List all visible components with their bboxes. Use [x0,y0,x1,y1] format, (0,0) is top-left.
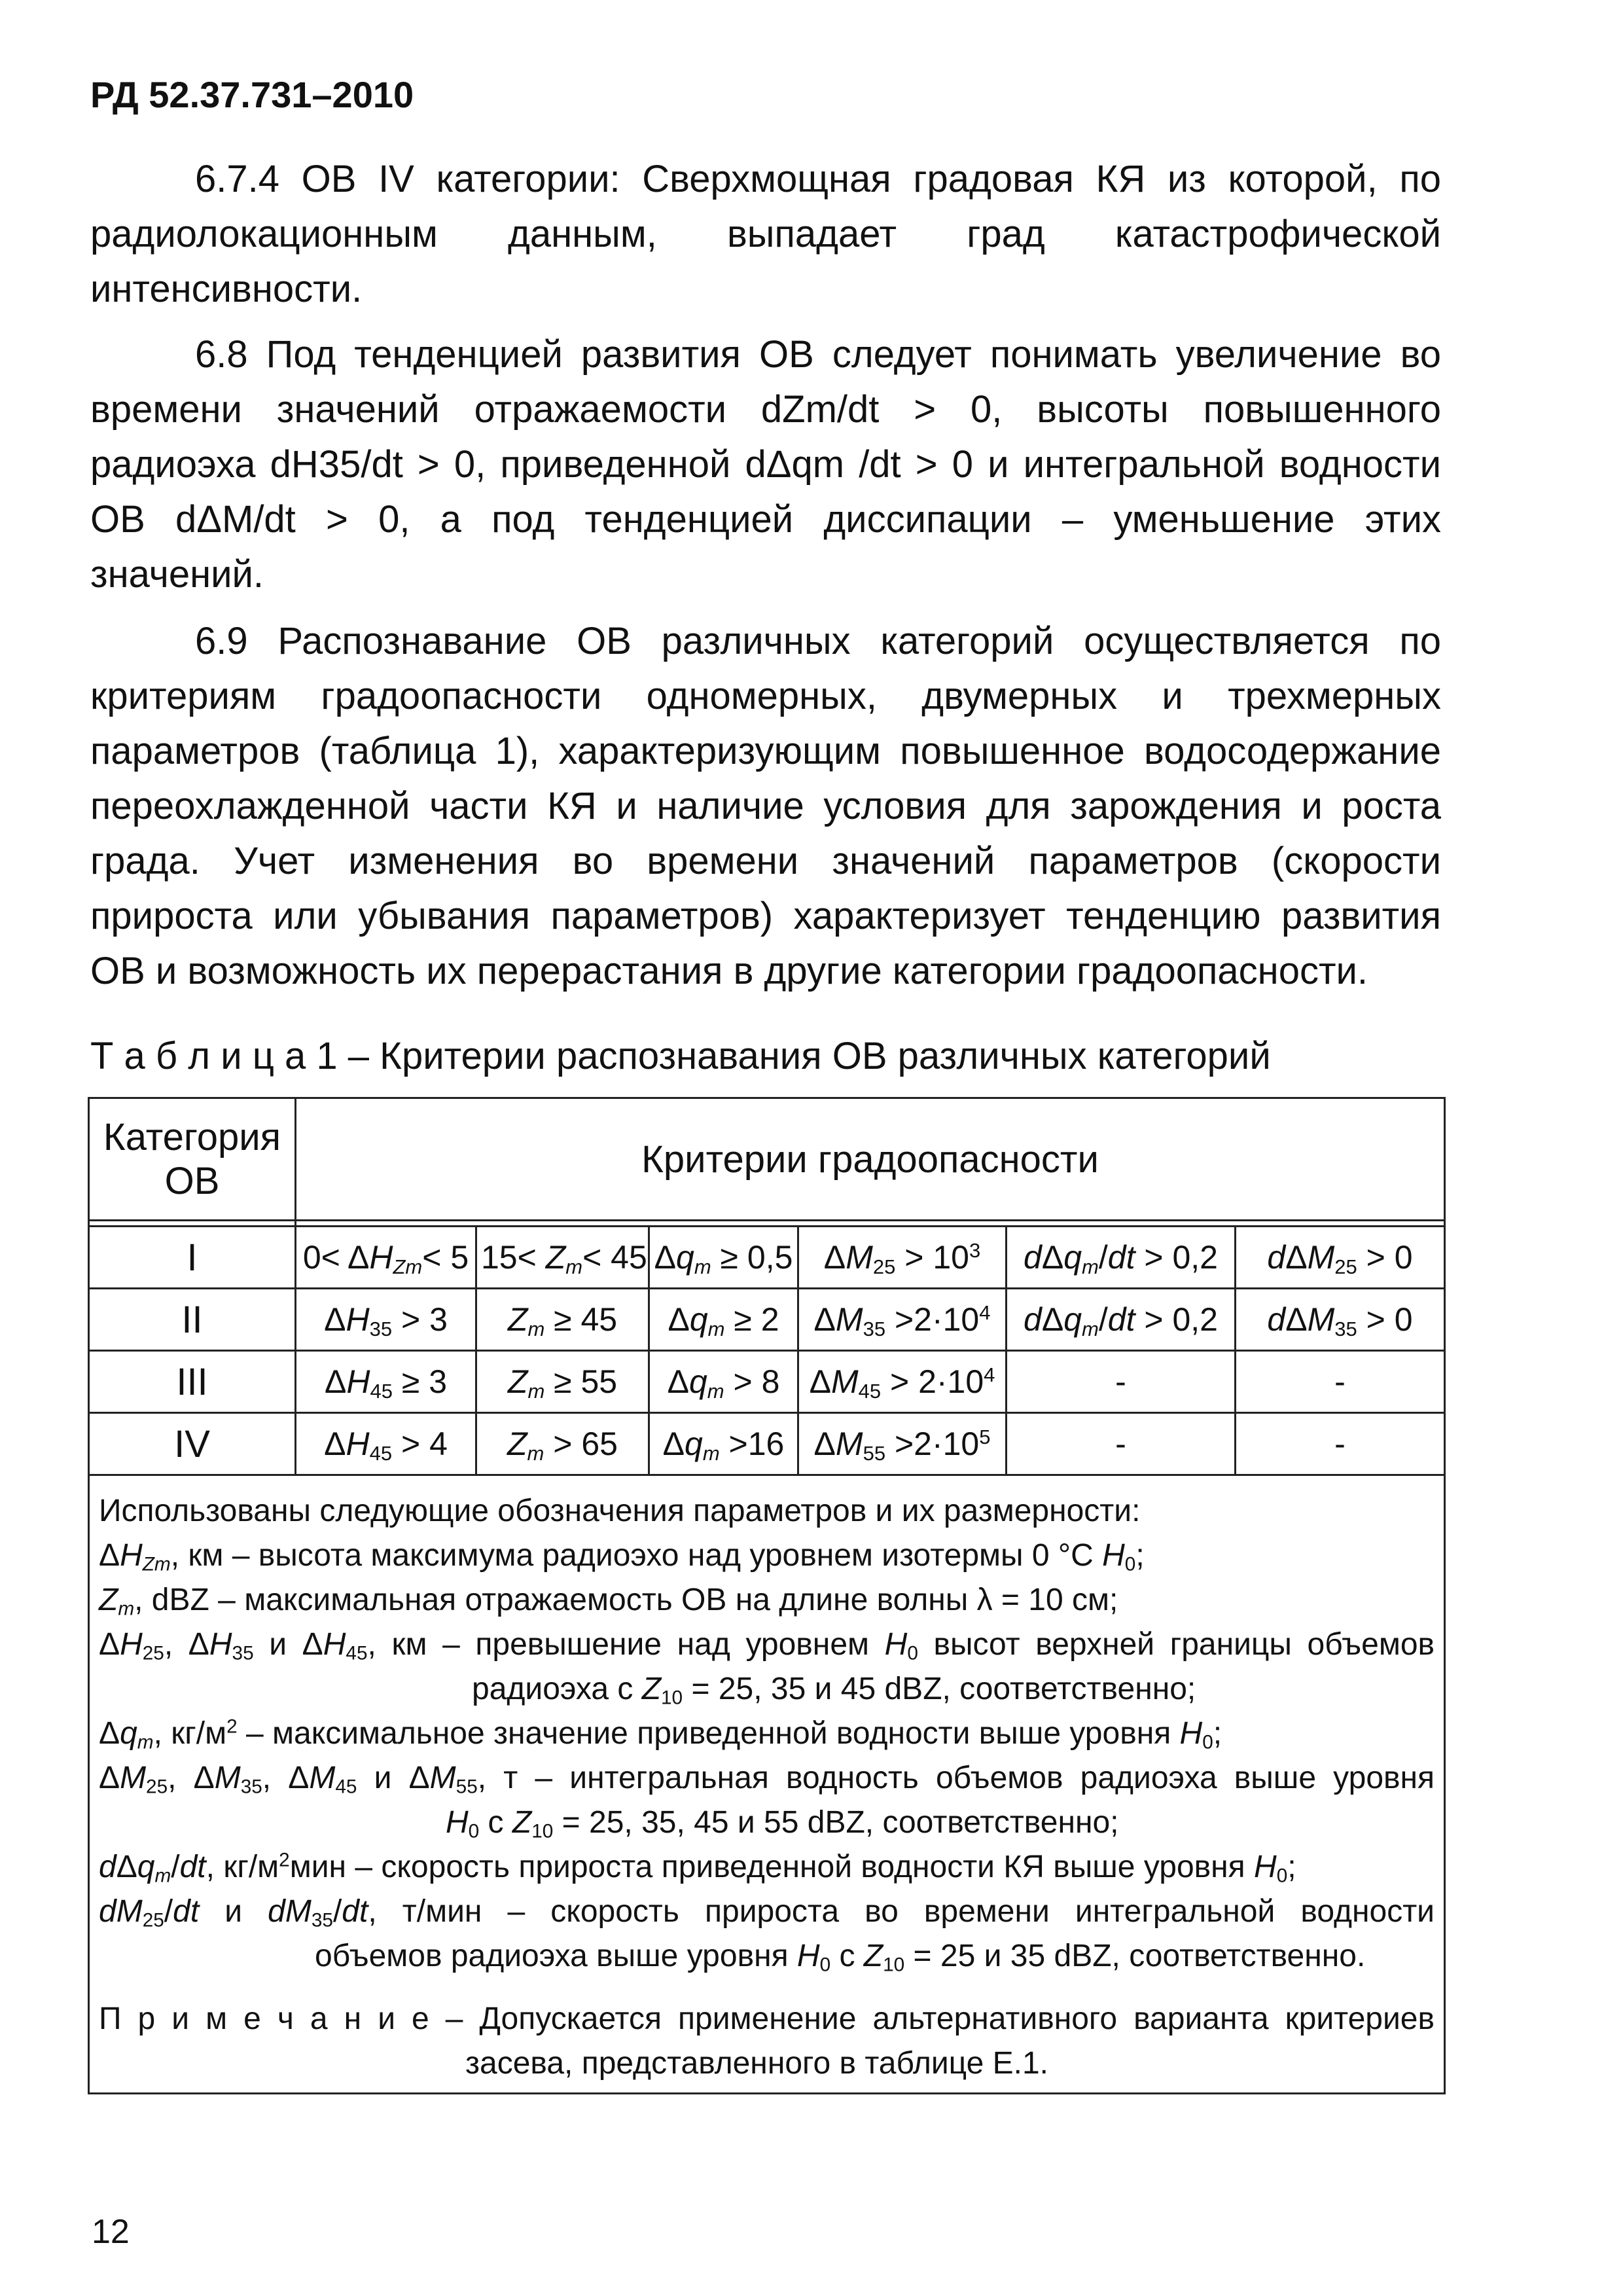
note-primechanie: П р и м е ч а н и е – Допускается применение альтернативного варианта критериев [99,2001,1435,2036]
paragraph-line: значений. [90,553,264,596]
note-primechanie-cont: засева, представленного в таблице Е.1. [465,2046,1048,2081]
criterion-cell: $\Delta H_{45} > 4$ [296,1413,476,1475]
header-category: Категория ОВ [89,1098,296,1221]
paragraph-line: прироста или убывания параметров) характеризует тенденцию развития [90,895,1441,937]
category-cell: I [89,1227,296,1289]
table-row [89,1413,1445,1475]
note-line: объемов радиоэха выше уровня $H_0$ с $Z_{10} = 25$ и 35 dBZ, соответственно. [315,1939,1366,1976]
paragraph-line: 6.7.4 ОВ IV категории: Сверхмощная градовая КЯ из которой, по [195,158,1441,200]
category-cell: III [89,1351,296,1413]
criterion-cell: dΔM$_{25}$ > 0 [1236,1227,1445,1289]
criterion-cell: $\Delta M_{55} >2\cdot 10^5$ [798,1413,1007,1475]
criterion-cell: $\Delta H_{45} \ge 3$ [296,1351,476,1413]
paragraph-line: радиоэха dH35/dt > 0, приведенной dΔqm /dt > 0 и интегральной водности [90,443,1441,486]
note-line: $\Delta q_m$, $кг/м^2$ – максимальное значение приведенной водности выше уровня $H_0$; [99,1715,1222,1753]
category-cell: II [89,1289,296,1351]
paragraph-line: времени значений отражаемости dZm/dt > 0, высоты повышенного [90,388,1441,431]
criterion-cell: $\Delta q_m > 8$ [649,1351,798,1413]
paragraph-line: ОВ и возможность их перерастания в другие категории градоопасности. [90,950,1368,992]
criterion-cell: - [1236,1413,1445,1475]
note-line: $\Delta H_{Zm}$, км – высота максимума радиоэхо над уровнем изотермы 0 °С $H_0$; [99,1538,1145,1575]
paragraph-line: ОВ dΔM/dt > 0, а под тенденцией диссипации – уменьшение этих [90,498,1441,541]
table-row [89,1351,1445,1413]
criterion-cell: $\Delta M_{25} > 10^3$ [798,1227,1007,1289]
header-criteria: Критерии градоопасности [296,1098,1445,1221]
notes-cell [89,1475,1445,2094]
criterion-cell: $\Delta M_{45} > 2\cdot 10^4$ [798,1351,1007,1413]
criterion-cell: $\Delta M_{35} >2\cdot 10^4$ [798,1289,1007,1351]
criteria-table [88,1097,1446,2094]
criterion-cell: - [1007,1351,1236,1413]
criterion-cell: dΔq$_m$/dt > 0,2 [1007,1227,1236,1289]
paragraph-line: града. Учет изменения во времени значений параметров (скорости [90,840,1441,882]
criterion-cell: $Z_m > 65$ [476,1413,649,1475]
criterion-cell: - [1236,1351,1445,1413]
criterion-cell: - [1007,1413,1236,1475]
paragraph-line: радиолокационным данным, выпадает град катастрофической [90,213,1441,255]
criterion-cell: $0< \Delta H_{Zm}< 5$ [296,1227,476,1289]
note-line: $H_0$ с $Z_{10} = 25$, 35, 45 и 55 dBZ, соответственно; [446,1805,1119,1842]
note-line: dΔq$_m$/dt, $кг/м^2мин$ – скорость прироста приведенной водности КЯ выше уровня $H_0$; [99,1849,1296,1887]
notes-intro: Использованы следующие обозначения параметров и их размерности: [99,1494,1141,1528]
paragraph-line: 6.8 Под тенденцией развития ОВ следует понимать увеличение во [195,333,1441,376]
note-line: радиоэха с $Z_{10} = 25$, 35 и 45 dBZ, соответственно; [472,1672,1196,1709]
criterion-cell: $15< Z_m< 45$ [476,1227,649,1289]
paragraph-line: параметров (таблица 1), характеризующим повышенное водосодержание [90,730,1441,772]
criterion-cell: $Z_m \ge 45$ [476,1289,649,1351]
criterion-cell: dΔq$_m$/dt > 0,2 [1007,1289,1236,1351]
category-cell: IV [89,1413,296,1475]
document-code: РД 52.37.731–2010 [90,74,414,115]
criterion-cell: $\Delta q_m \ge 0,5$ [649,1227,798,1289]
table-row [89,1289,1445,1351]
note-line: $Z_m$, dBZ – максимальная отражаемость ОВ на длине волны λ = 10 см; [99,1583,1118,1620]
criterion-cell: $Z_m \ge 55$ [476,1351,649,1413]
paragraph-6-8 [90,327,1441,602]
paragraph-line: критериям градоопасности одномерных, двумерных и трехмерных [90,675,1441,717]
criterion-cell: dΔM$_{35}$ > 0 [1236,1289,1445,1351]
table-row [89,1227,1445,1289]
paragraph-line: переохлажденной части КЯ и наличие условия для зарождения и роста [90,785,1441,827]
note-line: $dM_{25}/dt$ и $dM_{35}/dt$, т/мин – скорость прироста во времени интегральной водности [99,1894,1435,1931]
paragraph-6-9 [90,614,1441,999]
table-caption: Т а б л и ц а 1 – Критерии распознавания ОВ различных категорий [90,1035,1271,1077]
page-number: 12 [92,2213,130,2251]
note-line: $\Delta M_{25}$, $\Delta M_{35}$, $\Delta M_{45}$ и $\Delta M_{55}$, т – интегральная водность объемов радиоэха выше уровня [99,1761,1435,1798]
criterion-cell: $\Delta H_{35} > 3$ [296,1289,476,1351]
paragraph-line: интенсивности. [90,268,363,310]
paragraph-6-7-4 [90,152,1441,317]
paragraph-line: 6.9 Распознавание ОВ различных категорий осуществляется по [195,620,1441,662]
criterion-cell: $\Delta q_m \ge 2$ [649,1289,798,1351]
criterion-cell: $\Delta q_m >16$ [649,1413,798,1475]
note-line: $\Delta H_{25}$, $\Delta H_{35}$ и $\Delta H_{45}$, км – превышение над уровнем $H_0$ высот верхней границы объемов [99,1627,1435,1664]
